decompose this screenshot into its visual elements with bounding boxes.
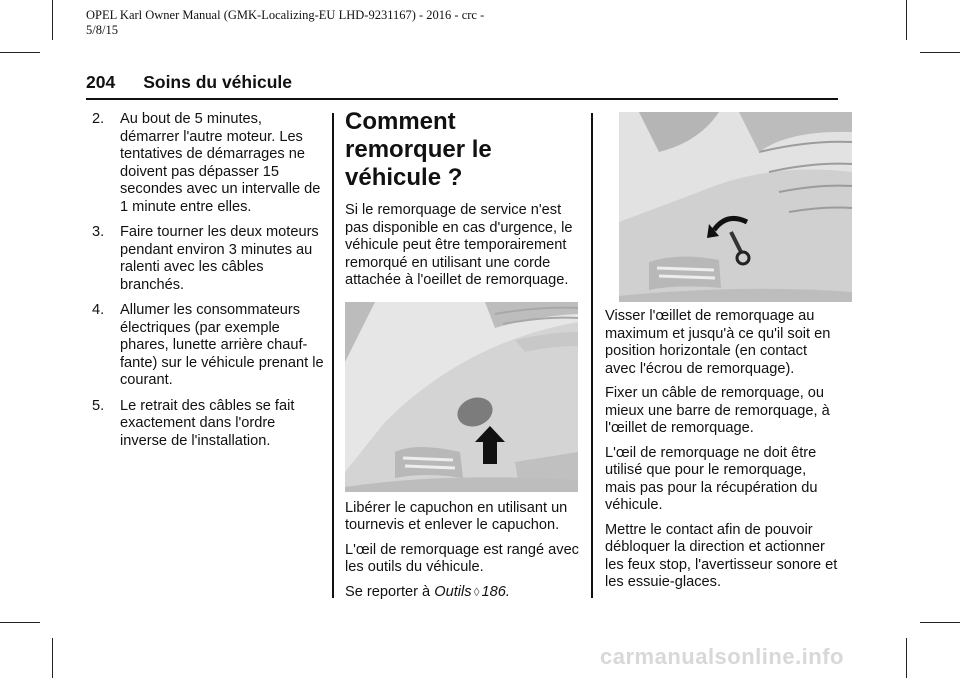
crop-mark: [52, 638, 53, 678]
step-number: 3.: [92, 224, 105, 240]
reference-link[interactable]: [434, 584, 510, 600]
paragraph: Fixer un câble de remorquage, ou mieux une barre de remorquage, à l'œillet de remorquage.: [605, 385, 830, 436]
step-number: 4.: [92, 302, 105, 318]
crop-mark: [906, 638, 907, 678]
document-info: [86, 8, 484, 38]
document-info-line: 5/8/15: [86, 23, 118, 37]
reference-page: 186.: [481, 583, 510, 600]
step-number: 5.: [92, 397, 105, 414]
step-number: 2.: [92, 111, 105, 127]
paragraph: L'œil de remorquage ne doit être utilisé que pour le remorquage, mais pas pour la récupération du véhicule.: [605, 444, 818, 513]
page-ref-icon: ◊: [473, 584, 480, 599]
crop-mark: [920, 622, 960, 623]
reference-link-text: Outils: [434, 583, 472, 600]
paragraph: Mettre le contact afin de pouvoir débloquer la direction et actionner les feux stop, l'avertisseur sonore et les essuie-glaces.: [605, 521, 838, 590]
page-number: 204: [86, 72, 116, 92]
step-text: Allumer les consommateurs électriques (par exemple phares, lunette arrière chauf-fante) sur le véhicule prenant le courant.: [120, 302, 324, 388]
document-info-line: OPEL Karl Owner Manual (GMK-Localizing-EU LHD-9231167) - 2016 - crc -: [86, 8, 485, 22]
section-title: Soins du véhicule: [143, 72, 292, 92]
paragraph: Visser l'œillet de remorquage au maximum et jusqu'à ce qu'il soit en position horizontale (en contact avec l'écrou de remorquage).: [605, 308, 831, 377]
tow-cap-illustration: [345, 302, 578, 492]
column-1: [92, 111, 324, 458]
header-rule: [86, 98, 838, 100]
crop-mark: [52, 0, 53, 40]
reference-prefix: Se reporter à: [345, 583, 431, 600]
section-heading: Comment remorquer le véhicule ?: [345, 108, 492, 191]
column-3: [605, 112, 841, 599]
column-divider: [332, 113, 334, 598]
list-item: [92, 398, 324, 451]
watermark: carmanualsonline.info: [600, 644, 844, 669]
column-2: [345, 108, 581, 608]
list-item: [92, 224, 324, 294]
paragraph: Libérer le capuchon en utilisant un tournevis et enlever le capuchon.: [345, 499, 568, 533]
crop-mark: [0, 52, 40, 53]
crop-mark: [0, 622, 40, 623]
paragraph: Si le remorquage de service n'est pas disponible en cas d'urgence, le véhicule peut être temporairement remorqué en utilisant une corde attachée à l'oeillet de remorquage.: [345, 202, 573, 288]
reference: [345, 584, 581, 602]
paragraph: L'œil de remorquage est rangé avec les outils du véhicule.: [345, 541, 579, 575]
column-divider: [591, 113, 593, 598]
tow-eye-illustration: [619, 112, 852, 302]
list-item: [92, 302, 324, 390]
step-text: Au bout de 5 minutes, démarrer l'autre moteur. Les tentatives de démarrages ne doivent pas dépasser 15 secondes avec un intervalle de 1 minute entre elles.: [120, 111, 321, 215]
list-item: [92, 111, 324, 216]
step-text: Faire tourner les deux moteurs pendant environ 3 minutes au ralenti avec les câbles branchés.: [120, 224, 319, 293]
crop-mark: [920, 52, 960, 53]
step-text: Le retrait des câbles se fait exactement dans l'ordre inverse de l'installation.: [120, 397, 295, 449]
crop-mark: [906, 0, 907, 40]
page-header: [86, 72, 292, 93]
